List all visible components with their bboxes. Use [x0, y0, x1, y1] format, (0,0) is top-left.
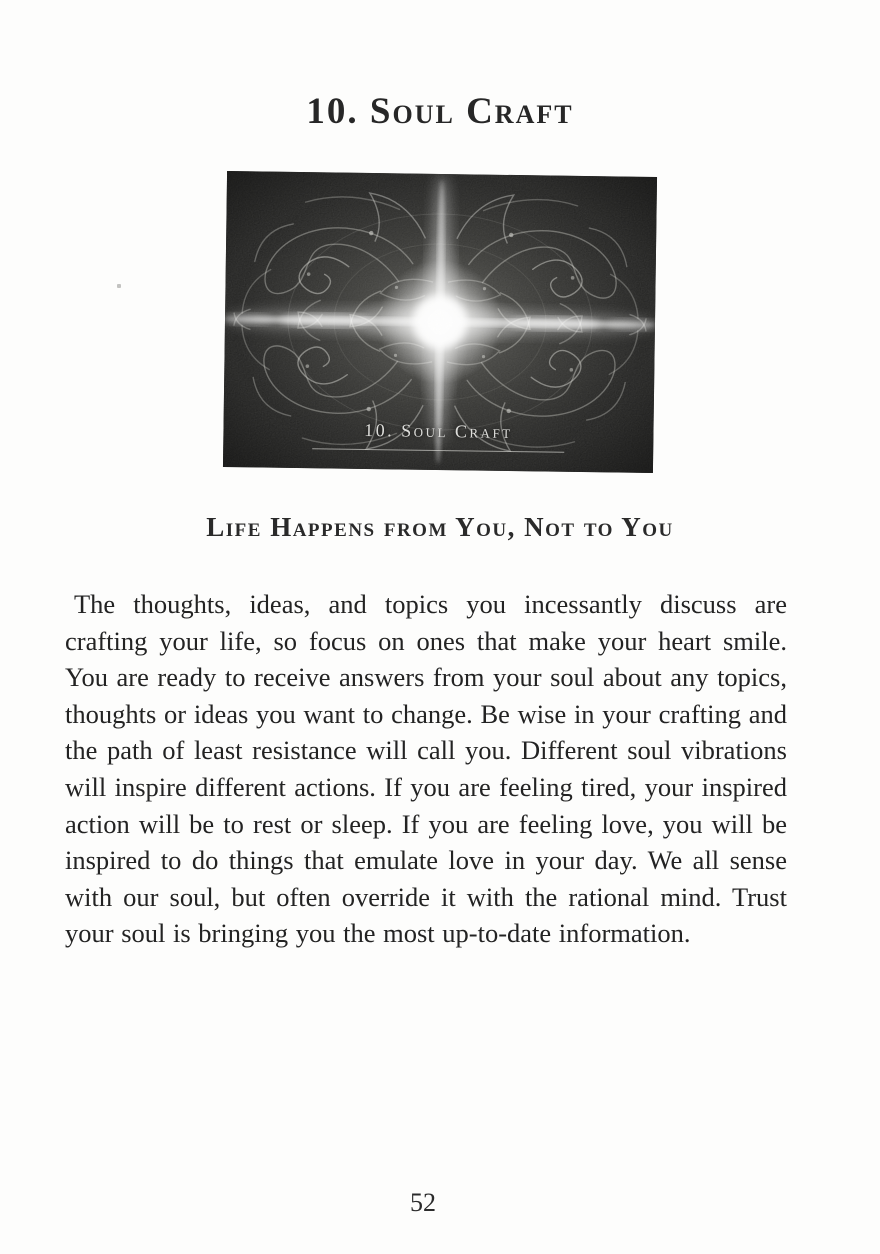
- dust-speck: [117, 284, 121, 288]
- body-paragraph: The thoughts, ideas, and topics you incessantly discuss are crafting your life, so focus on ones that make your heart smile. You are ready to receive answers from your soul about any topics, thoughts or ideas you want to change. Be wise in your crafting and the path of least resistance will call you. Different soul vibrations will inspire different actions. If you are feeling tired, your inspired action will be to rest or sleep. If you are feeling love, you will be inspired to do things that emulate love in your day. We all sense with our soul, but often override it with the rational mind. Trust your soul is bringing you the most up-to-date information.: [65, 589, 787, 949]
- card-caption: 10. Soul Craft: [364, 419, 513, 443]
- chapter-subtitle: Life Happens from You, Not to You: [206, 512, 674, 542]
- chapter-title: 10. Soul Craft: [306, 91, 574, 132]
- page-number: 52: [410, 1188, 436, 1217]
- soul-craft-card-image: [223, 171, 657, 473]
